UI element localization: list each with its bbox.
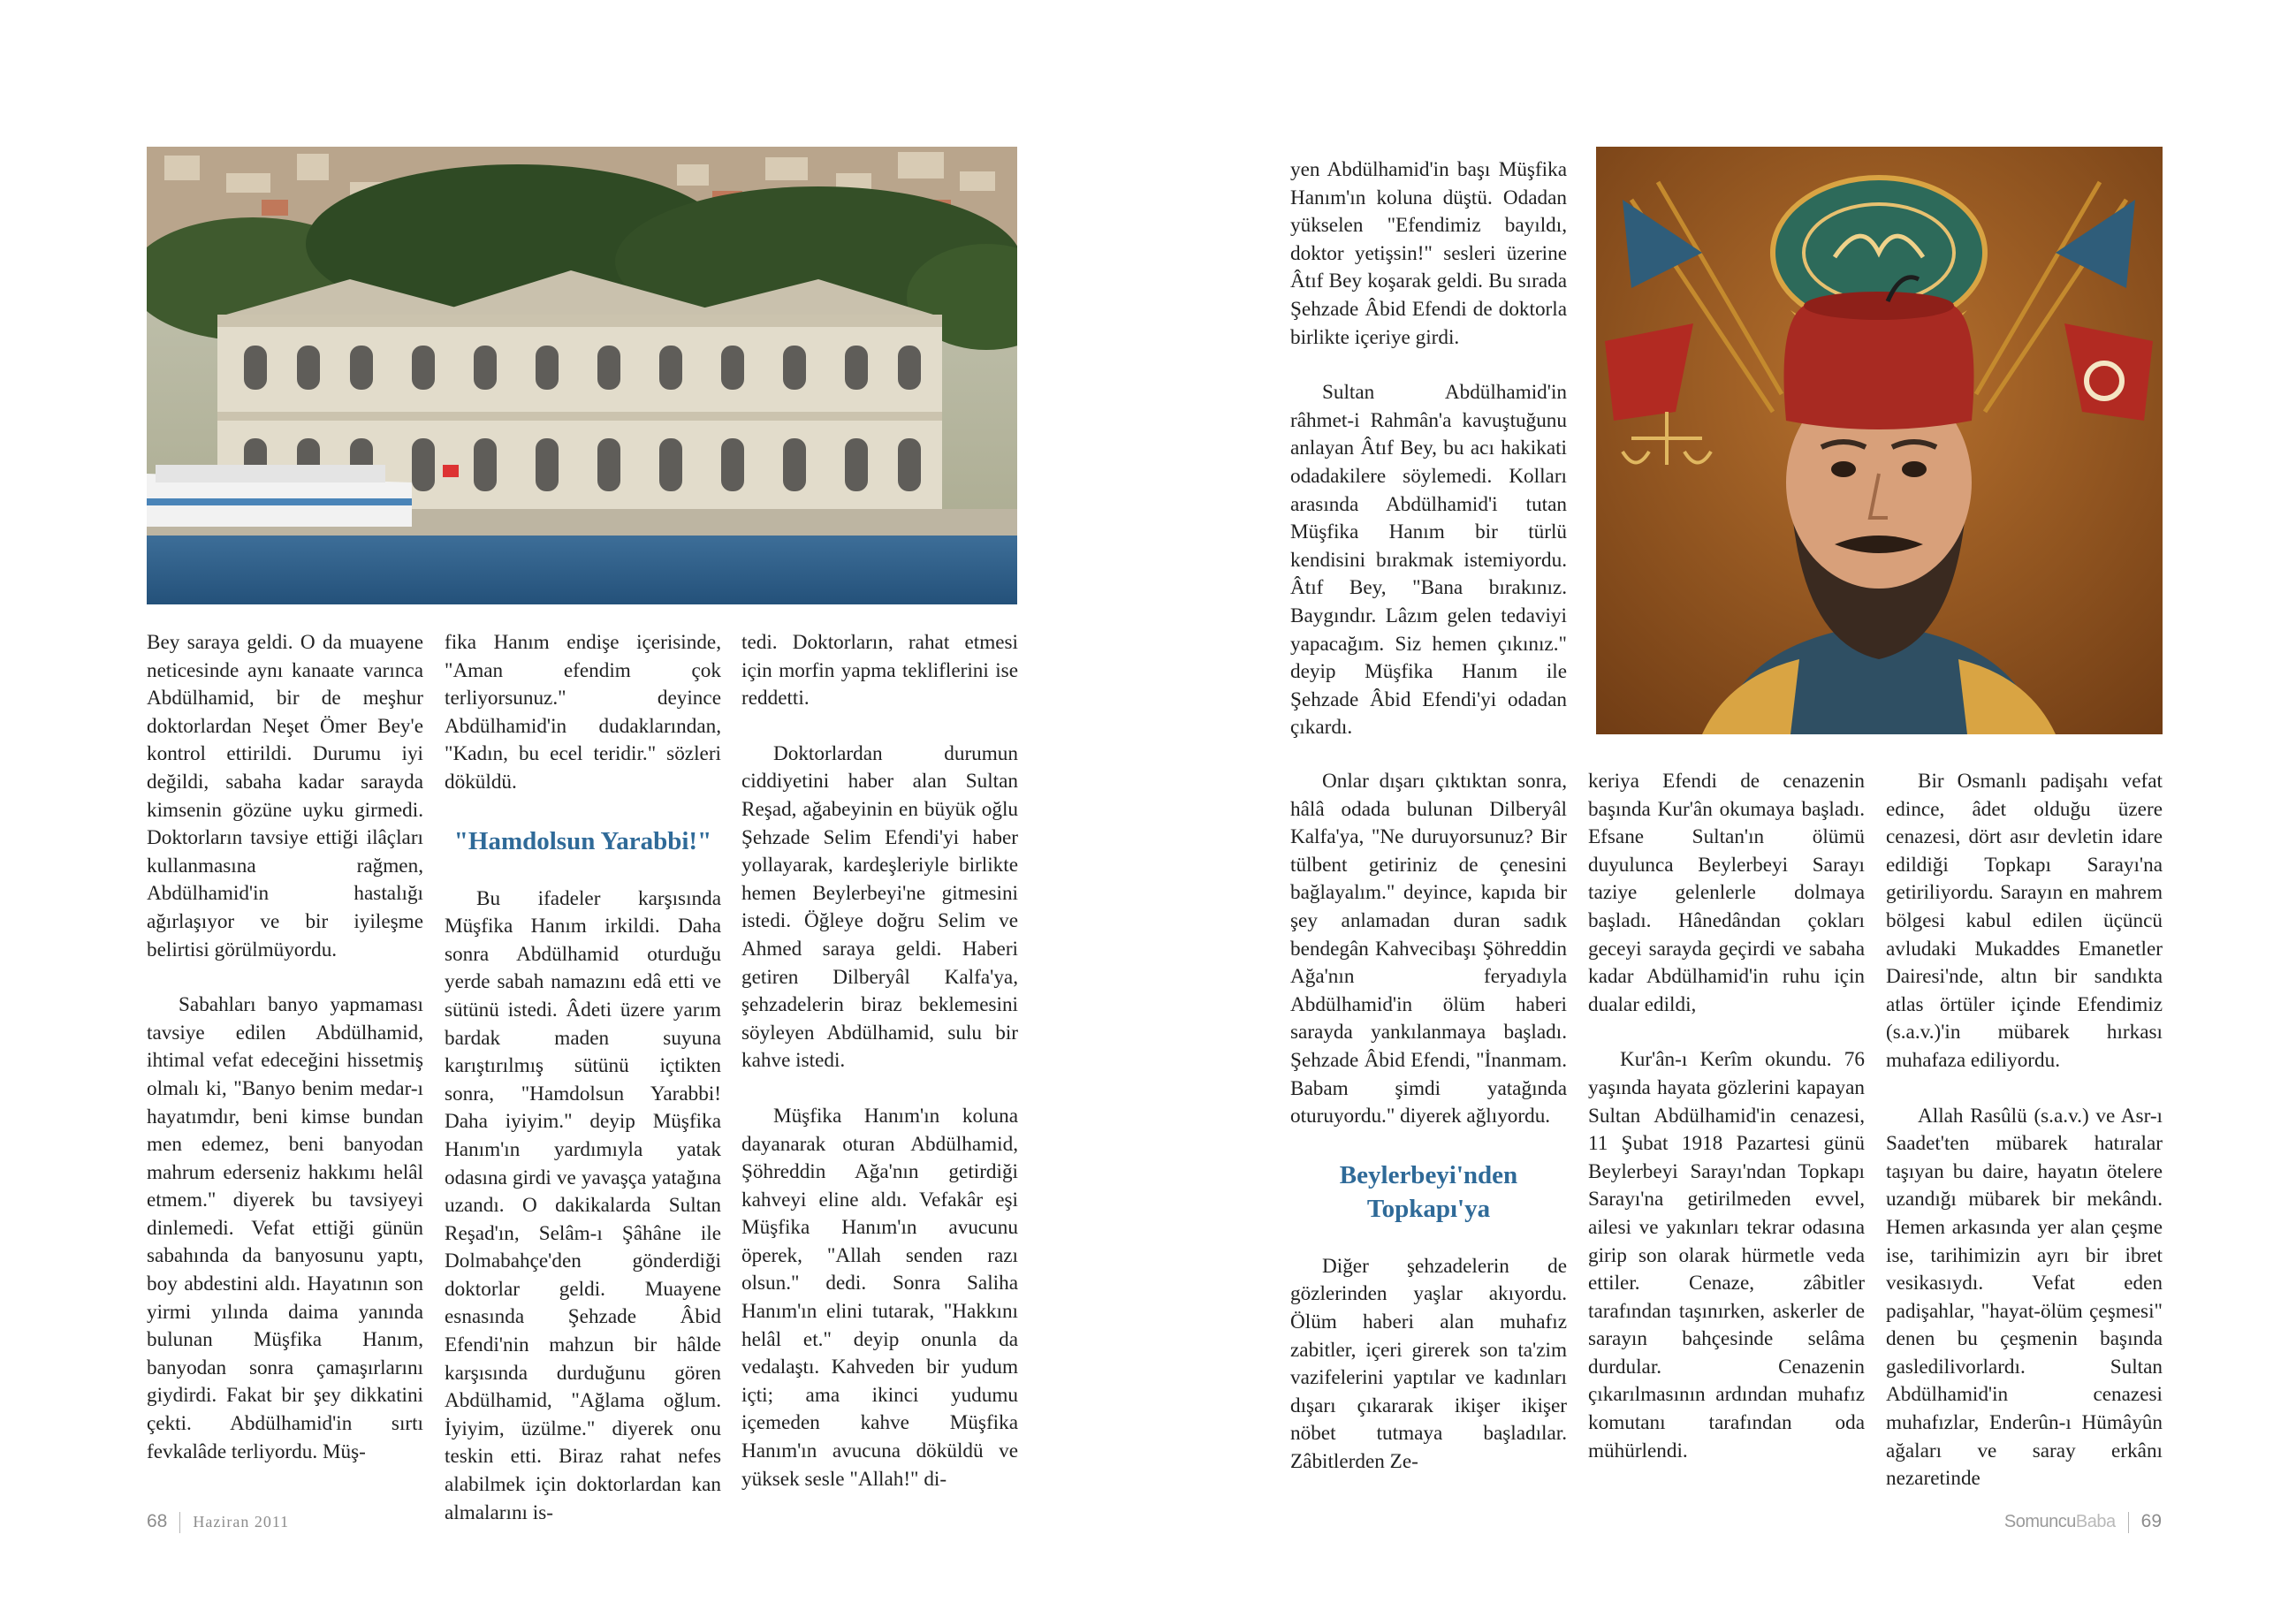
right-page-column-2: [1588, 768, 1865, 1465]
page-number: 68: [147, 1511, 168, 1531]
paragraph: Müşfika Hanım'ın koluna dayanarak oturan Abdülhamid, Şöhreddin Ağa'nın getirdiği kahveyi eline aldı. Vefakâr eşi Müşfika Hanım'ın avucunu öperek, "Allah senden razı olsun." dedi. Sonra Saliha Hanım'ın elini tutarak, "Hakkını helâl et." deyip onunla da vedalaştı. Kahveden bir yudum içti; ama ikinci yudumu içemeden kahve Müşfika Hanım'ın avucuna döküldü ve yüksek sesle "Allah!" di-: [741, 1104, 1018, 1491]
page-number: 69: [2140, 1511, 2162, 1531]
footer-divider: [179, 1512, 180, 1533]
paragraph: Sultan Abdülhamid'in râhmet-i Rahmân'a kavuştuğunu anlayan Âtıf Bey, bu acı hakikati odadakilere söylemedi. Kolları arasında Abdülhamid'i tutan Müşfika Hanım bir türlü kendisini bırakmak istemiyordu. Âtıf Bey, "Bana bırakınız. Baygındır. Lâzım gelen tedaviyi yapacağım. Siz hemen çıkınız." deyip Müşfika Hanım ile Şehzade Âbid Efendi'yi odadan çıkardı.: [1290, 381, 1567, 740]
beylerbeyi-palace-photo: [147, 147, 1017, 604]
paragraph: tedi. Doktorların, rahat etmesi için morfin yapma tekliflerini ise reddetti.: [741, 631, 1018, 710]
paragraph: Sabahları banyo yapmaması tavsiye edilen Abdülhamid, ihtimal vefat edeceğini hissetmiş olmalı ki, "Banyo benim medar-ı hayatımdır, beni kimse bundan men edemez, beni banyodan mahrum ederseniz hakkımı helâl etmem." diyerek bu tavsiyeyi dinlemedi. Vefat ettiği günün sabahında da banyosunu yaptı, boy abdestini aldı. Hayatının son yirmi yılında daima yanında bulunan Müşfika Hanım, banyodan sonra çamaşırlarını giydirdi. Fakat bir şey dikkatini çekti. Abdülhamid'in sırtı fevkalâde terliyordu. Müş-: [147, 993, 423, 1463]
issue-date: Haziran 2011: [193, 1513, 290, 1531]
section-heading: "Hamdolsun Yarabbi!": [453, 826, 712, 855]
paragraph: Diğer şehzadelerin de gözlerinden yaşlar akıyordu. Ölüm haberi alan muhafız zabitler, içeri girerek son ta'zim vazifelerini yaptılar ve kadınları dışarı çıkararak ikişer ikişer nöbet tutmaya başladılar. Zâbitlerden Ze-: [1290, 1254, 1567, 1473]
left-page-footer: [147, 1511, 289, 1533]
right-page-column-3: [1886, 768, 2163, 1493]
right-page-column-1: [1290, 768, 1567, 1476]
left-page-column-3: [741, 629, 1018, 1493]
paragraph: Doktorlardan durumun ciddiyetini haber alan Sultan Reşad, ağabeyinin en büyük oğlu Şehzade Selim Efendi'yi haber yollayarak, kardeşleriyle birlikte hemen Beylerbeyi'ne gitmesini istedi. Öğleye doğru Selim ve Ahmed saraya geldi. Haberi getiren Dilberyâl Kalfa'ya, şehzadelerin biraz beklemesini söyleyen Abdülhamid, sulu bir kahve istedi.: [741, 741, 1018, 1073]
paragraph: fika Hanım endişe içerisinde, "Aman efendim çok terliyorsunuz." deyince Abdülhamid'in dudaklarından, "Kadın, bu ecel teridir." sözleri döküldü.: [445, 631, 721, 794]
magazine-logo: SomuncuBaba: [2003, 1512, 2116, 1531]
paragraph: Kur'ân-ı Kerîm okundu. 76 yaşında hayata gözlerini kapayan Sultan Abdülhamid'in cenazesi, 11 Şubat 1918 Pazartesi günü Beylerbeyi Sarayı'ndan Topkapı Sarayı'na getirilmeden evvel, ailesi ve yakınları tekrar odasına girip son olarak hürmetle veda ettiler. Cenaze, zâbitler tarafından taşınırken, askerler de sarayın bahçesinde selâma durdular. Cenazenin çıkarılmasının ardından muhafız komutanı tarafından oda mühürlendi.: [1588, 1048, 1865, 1462]
footer-divider: [2128, 1512, 2129, 1533]
sultan-abdulhamid-portrait: [1596, 147, 2163, 734]
paragraph: keriya Efendi de cenazenin başında Kur'ân okumaya başladı. Efsane Sultan'ın ölümü duyulunca Beylerbeyi Sarayı taziye gelenlerle dolmaya başladı. Hânedândan çokları geceyi sarayda geçirdi ve sabaha kadar Abdülhamid'in ruhu için dualar edildi,: [1588, 770, 1865, 1016]
paragraph: Allah Rasûlü (s.a.v.) ve Asr-ı Saadet'ten mübarek hatıralar taşıyan bu daire, hayatın ötelere uzandığı mübarek bir mekândı. Hemen arkasında yer alan çeşme ise, tarihimizin ayrı bir ibret vesikasıydı. Vefat eden padişahlar, "hayat-ölüm çeşmesi" denen bu çeşmenin başında gasledilivorlardı. Sultan Abdülhamid'in cenazesi muhafızlar, Enderûn-ı Hümâyûn ağaları ve saray erkânı nezaretinde: [1886, 1104, 2163, 1491]
paragraph: yen Abdülhamid'in başı Müşfika Hanım'ın koluna düştü. Odadan yükselen "Efendimiz bayıldı, doktor yetişsin!" sesleri üzerine Âtıf Bey koşarak geldi. Bu sırada Şehzade Âbid Efendi de doktorla birlikte içeriye girdi.: [1290, 158, 1567, 349]
paragraph: Bey saraya geldi. O da muayene neticesinde aynı kanaate varınca Abdülhamid, bir de meşhur doktorlardan Neşet Ömer Bey'e kontrol ettirildi. Durumu iyi değildi, sabaha kadar sarayda kimsenin gözüne uyku girmedi. Doktorların tavsiye ettiği ilâçları kullanmasına rağmen, Abdülhamid'in hastalığı ağırlaşıyor ve bir iyileşme belirtisi görülmüyordu.: [147, 631, 423, 961]
section-heading: Beylerbeyi'nden Topkapı'ya: [1339, 1160, 1518, 1223]
paragraph: Onlar dışarı çıktıktan sonra, hâlâ odada bulunan Dilberyâl Kalfa'ya, "Ne duruyorsunuz? Bir tülbent getiriniz de çenesini bağlayalım." deyince, kapıda bir şey anlamadan duran sadık bendegân Kahvecibaşı Şöhreddin Ağa'nın feryadıyla Abdülhamid'in ölüm haberi sarayda yankılanmaya başladı. Şehzade Âbid Efendi, "İnanmam. Babam şimdi yatağında oturuyordu." diyerek ağlıyordu.: [1290, 770, 1567, 1128]
left-page-column-1: [147, 629, 423, 1466]
paragraph: Bu ifadeler karşısında Müşfika Hanım irkildi. Daha sonra Abdülhamid oturduğu yerde sabah namazını edâ etti ve sütünü istedi. Âdeti üzere yarım bardak maden suyuna karıştırılmış sütünü içtikten sonra, "Hamdolsun Yarabbi! Daha iyiyim." deyip Müşfika Hanım'ın yardımıyla yatak odasına girdi ve yavaşça yatağına uzandı. O dakikalarda Sultan Reşad'ın, Selâm-ı Şâhâne ile Dolmabahçe'den gönderdiği doktorlar geldi. Muayene esnasında Şehzade Âbid Efendi'nin mahzun bir hâlde karşısında durduğunu gören Abdülhamid, "Ağlama oğlum. İyiyim, üzülme." diyerek onu teskin etti. Biraz rahat nefes alabilmek için doktorlardan kan almalarını is-: [445, 886, 721, 1524]
right-page-top-column: [1290, 156, 1567, 742]
right-page-footer: [2004, 1511, 2162, 1533]
left-page-column-2: [445, 629, 721, 1527]
paragraph: Bir Osmanlı padişahı vefat edince, âdet olduğu üzere cenazesi, dört asır devletin idare edildiği Topkapı Sarayı'na getiriliyordu. Sarayın en mahrem bölgesi kabul edilen üçüncü avludaki Mukaddes Emanetler Dairesi'nde, altın bir sandıkta atlas örtüler içinde Efendimiz (s.a.v.)'in mübarek hırkası muhafaza ediliyordu.: [1886, 770, 2163, 1072]
